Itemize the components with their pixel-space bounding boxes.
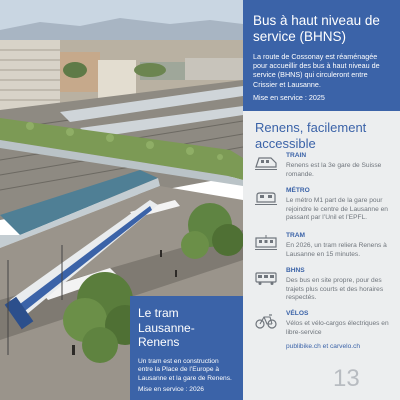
tram-info-box bbox=[130, 296, 243, 400]
velos-text: Vélos et vélo-cargos électriques en libre-service bbox=[286, 320, 389, 336]
bike-share-links[interactable]: publibike.ch et carvelo.ch bbox=[286, 343, 361, 350]
bhns-item-title: BHNS bbox=[286, 267, 305, 274]
tram-item-title: TRAM bbox=[286, 232, 306, 239]
metro-title: MÉTRO bbox=[286, 187, 310, 194]
tram-title: Le tram Lausanne-Renens bbox=[138, 306, 195, 349]
train-text: Renens est la 3e gare de Suisse romande. bbox=[286, 162, 382, 178]
building-white bbox=[98, 60, 136, 98]
tram-item-text: En 2026, un tram reliera Renens à Lausanne en 15 minutes. bbox=[286, 242, 387, 258]
bhns-description: La route de Cossonay est réaménagée pour accueillir des bus à haut niveau de service (BHNS) qui circuleront entre Crissier et Lausanne. bbox=[253, 52, 380, 89]
tram-service-date: Mise en service : 2026 bbox=[138, 386, 204, 394]
bhns-info-box bbox=[243, 0, 400, 111]
train-title: TRAIN bbox=[286, 152, 307, 159]
bus-icon bbox=[255, 270, 277, 286]
renens-title: Renens, facilement accessible bbox=[255, 120, 367, 151]
metro-icon bbox=[255, 190, 277, 206]
bike-icon bbox=[255, 313, 277, 329]
train-icon bbox=[255, 155, 277, 171]
bhns-title: Bus à haut niveau de service (BHNS) bbox=[253, 13, 380, 44]
tram-icon bbox=[255, 235, 277, 251]
tram-description: Un tram est en construction entre la Place de l’Europe à Lausanne et la gare de Renens. bbox=[138, 357, 232, 382]
page-number: 13 bbox=[333, 365, 360, 392]
metro-text: Le métro M1 part de la gare pour rejoindre le centre de Lausanne en passant par l’Unil et l’EPFL. bbox=[286, 197, 388, 221]
bhns-item-text: Des bus en site propre, pour des trajets plus courts et des horaires respectés. bbox=[286, 277, 384, 301]
velos-title: VÉLOS bbox=[286, 310, 309, 317]
bhns-service-date: Mise en service : 2025 bbox=[253, 92, 325, 102]
accessibility-panel bbox=[243, 111, 400, 400]
